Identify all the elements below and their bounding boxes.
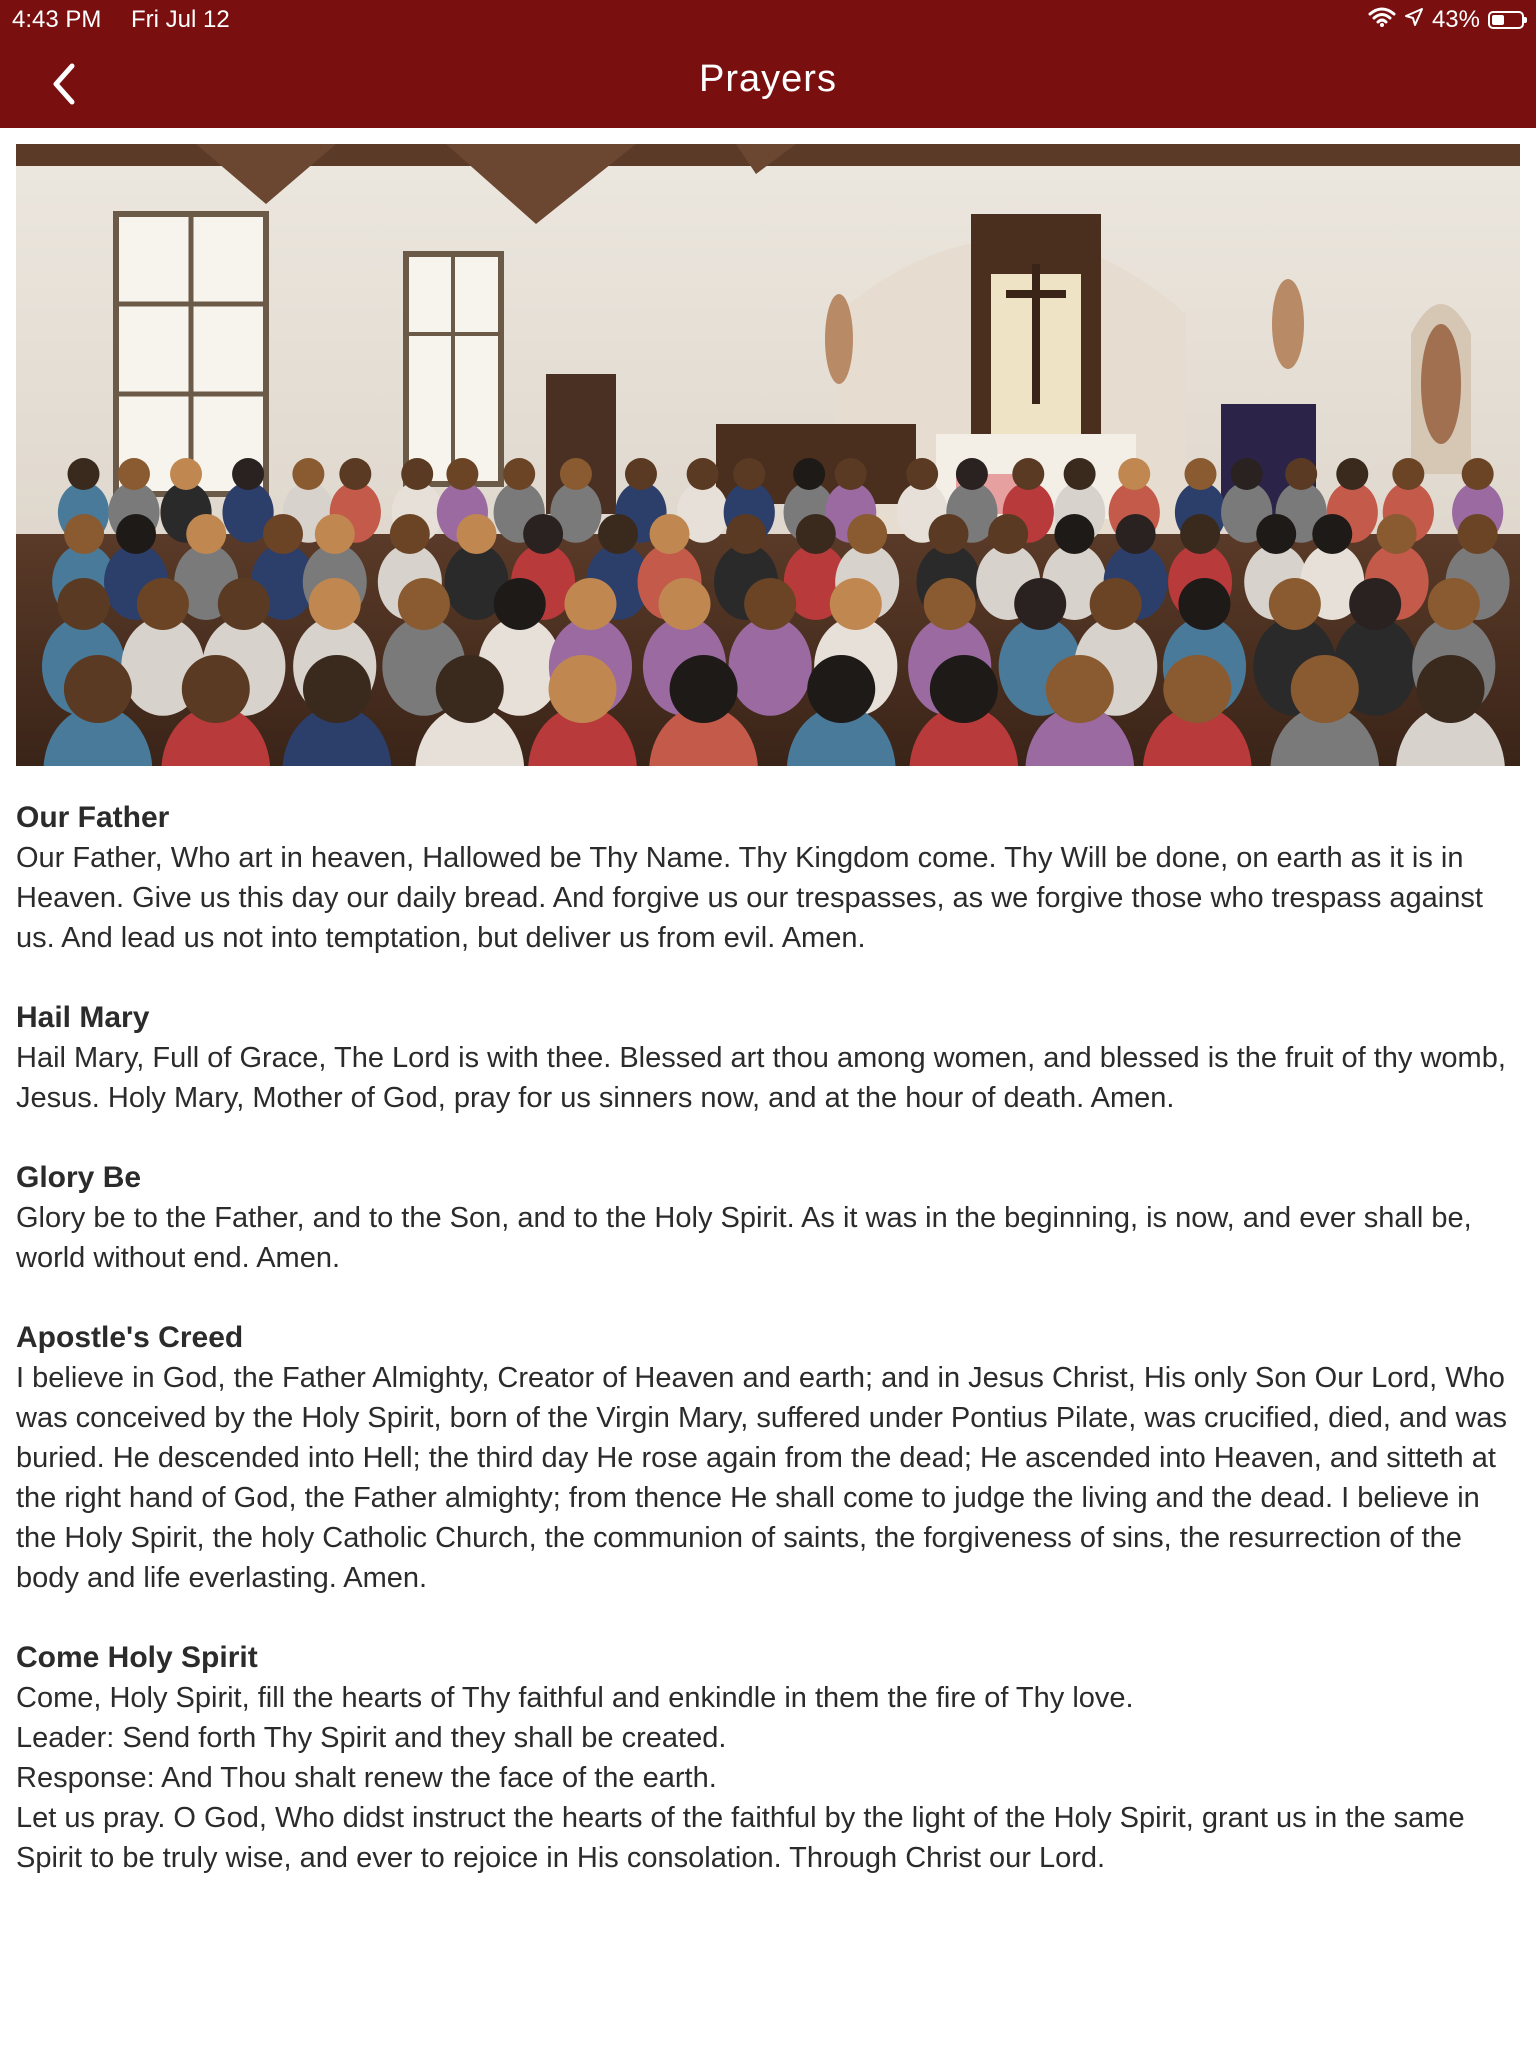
app-header bbox=[0, 0, 1536, 128]
location-arrow-icon bbox=[1404, 6, 1424, 34]
prayer-apostles-creed bbox=[16, 1318, 1516, 1598]
prayer-text: I believe in God, the Father Almighty, Creator of Heaven and earth; and in Jesus Christ, His only Son Our Lord, Who was conceived by the Holy Spirit, born of the Virgin Mary, suffered under Pontius Pilate, was crucified, died, and was buried. He descended into Hell; the third day He rose again from the dead; He ascended into Heaven, and sitteth at the right hand of God, the Father almighty; from thence He shall come to judge the living and the dead. I believe in the Holy Spirit, the holy Catholic Church, the communion of saints, the forgiveness of sins, the resurrection of the body and life everlasting. Amen. bbox=[16, 1362, 1508, 1594]
navigation-bar bbox=[0, 40, 1536, 128]
prayer-title: Come Holy Spirit bbox=[16, 1641, 258, 1674]
battery-percent: 43% bbox=[1431, 6, 1480, 33]
battery-level bbox=[1492, 15, 1504, 25]
wifi-icon bbox=[1368, 6, 1396, 35]
page-title: Prayers bbox=[699, 58, 837, 100]
prayer-text: Glory be to the Father, and to the Son, and to the Holy Spirit. As it was in the beginning, is now, and ever shall be, world without end. Amen. bbox=[16, 1202, 1472, 1274]
prayer-text: Come, Holy Spirit, fill the hearts of Thy faithful and enkindle in them the fire of Thy love. Leader: Send forth Thy Spirit and they shall be created. Response: And Thou shalt renew the face of the earth. Let us pray. O God, Who didst instruct the hearts of the faithful by the light of the Holy Spirit, grant us in the same Spirit to be truly wise, and ever to rejoice in His consolation. Through Christ our Lord. bbox=[16, 1682, 1465, 1874]
prayer-title: Our Father bbox=[16, 801, 170, 834]
prayer-glory-be bbox=[16, 1158, 1516, 1278]
battery-icon bbox=[1488, 11, 1524, 29]
prayer-hail-mary bbox=[16, 998, 1516, 1118]
status-time: 4:43 PM bbox=[12, 6, 102, 33]
prayer-text: Our Father, Who art in heaven, Hallowed be Thy Name. Thy Kingdom come. Thy Will be done, on earth as it is in Heaven. Give us this day our daily bread. And forgive us our trespasses, as we forgive those who trespass against us. And lead us not into temptation, but deliver us from evil. Amen. bbox=[16, 842, 1483, 954]
prayer-text: Hail Mary, Full of Grace, The Lord is with thee. Blessed art thou among women, and blessed is the fruit of thy womb, Jesus. Holy Mary, Mother of God, pray for us sinners now, and at the hour of death. Amen. bbox=[16, 1042, 1506, 1114]
status-indicators bbox=[1368, 4, 1524, 36]
prayer-title: Glory Be bbox=[16, 1161, 142, 1194]
chapel-photo bbox=[16, 144, 1520, 766]
prayer-title: Hail Mary bbox=[16, 1001, 150, 1034]
prayer-list bbox=[16, 798, 1516, 1918]
status-date: Fri Jul 12 bbox=[131, 6, 230, 33]
prayer-title: Apostle's Creed bbox=[16, 1321, 244, 1354]
prayer-come-holy-spirit bbox=[16, 1638, 1516, 1878]
prayer-our-father bbox=[16, 798, 1516, 958]
status-bar bbox=[0, 0, 1536, 40]
